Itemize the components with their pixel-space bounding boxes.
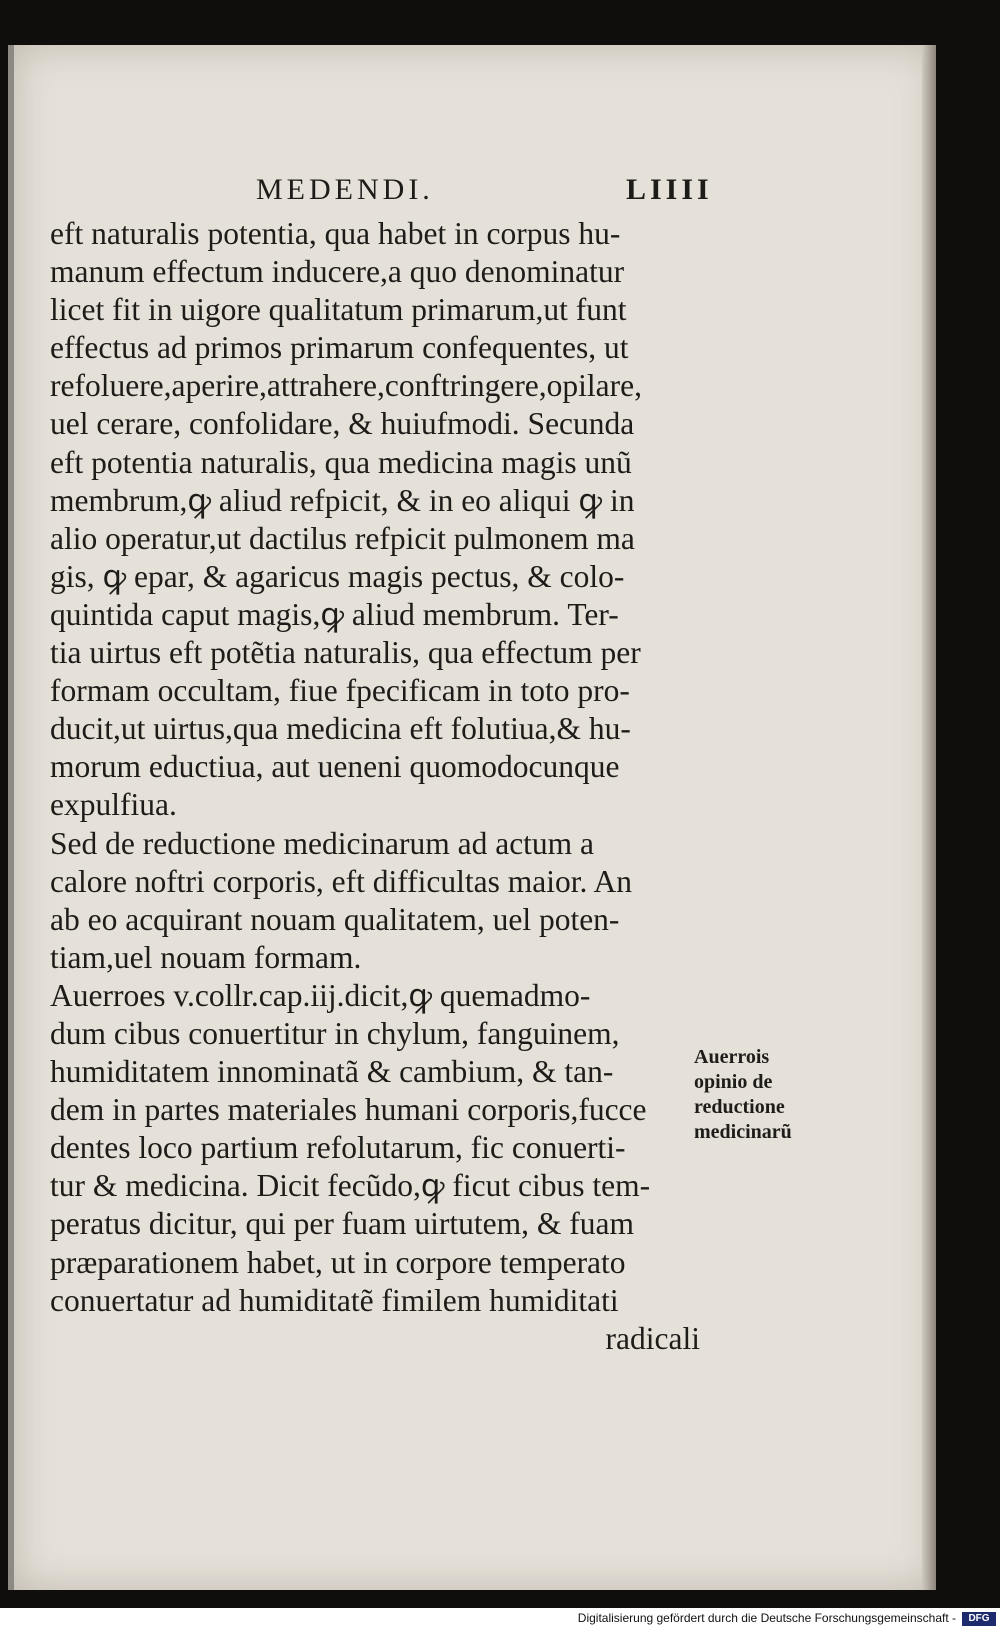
text-line: calore noftri corporis, eft difficultas maior. An <box>50 863 632 899</box>
text-line: humiditatem innominatã & cambium, & tan- <box>50 1054 614 1090</box>
margin-note-line: reductione <box>694 1096 785 1118</box>
text-line: morum eductiua, aut ueneni quomodocunque <box>50 749 620 785</box>
text-line: peratus dicitur, qui per fuam uirtutem, & fuam <box>50 1206 634 1242</box>
margin-note-line: medicinarũ <box>694 1121 792 1143</box>
book-page <box>8 45 936 1590</box>
text-line: Auerroes v.collr.cap.iij.dicit,ꝙ quemadmo- <box>50 977 591 1013</box>
text-line: præparationem habet, ut in corpore temperato <box>50 1244 626 1280</box>
text-line: eft naturalis potentia, qua habet in corpus hu- <box>50 216 621 251</box>
text-line: alio operatur,ut dactilus refpicit pulmonem ma <box>50 520 635 556</box>
page-edge <box>922 45 936 1590</box>
footer-bar <box>0 1610 1000 1630</box>
text-line: ab eo acquirant nouam qualitatem, uel poten- <box>50 901 620 937</box>
text-line: tur & medicina. Dicit fecũdo,ꝙ ficut cibus tem- <box>50 1168 651 1204</box>
text-line: tia uirtus eft potẽtia naturalis, qua effectum per <box>50 635 641 671</box>
text-line: licet fit in uigore qualitatum primarum,ut funt <box>50 292 627 328</box>
text-line: expulfiua. <box>50 787 177 823</box>
text-line: dem in partes materiales humani corporis,fucce <box>50 1092 647 1128</box>
text-line: eft potentia naturalis, qua medicina magis unũ <box>50 444 632 480</box>
catchword: radicali <box>605 1320 700 1356</box>
text-line: ducit,ut uirtus,qua medicina eft folutiua,& hu- <box>50 711 631 747</box>
body-text <box>50 215 700 1358</box>
margin-note-line: opinio de <box>694 1071 773 1093</box>
marginal-note <box>694 1045 834 1145</box>
text-line: Sed de reductione medicinarum ad actum a <box>50 825 595 861</box>
running-title: MEDENDI. <box>256 173 434 206</box>
text-line: tiam,uel nouam formam. <box>50 939 362 975</box>
text-line: gis, ꝙ epar, & agaricus magis pectus, & colo- <box>50 558 625 594</box>
text-line: dentes loco partium refolutarum, fic conuerti- <box>50 1130 626 1166</box>
text-line: conuertatur ad humiditatẽ fimilem humiditati <box>50 1282 619 1318</box>
text-line: quintida caput magis,ꝙ aliud membrum. Ter- <box>50 596 619 632</box>
text-line: membrum,ꝙ aliud refpicit, & in eo aliqui ꝙ in <box>50 482 635 518</box>
text-line: manum effectum inducere,a quo denominatur <box>50 254 625 290</box>
text-line: formam occultam, fiue fpecificam in toto pro- <box>50 673 630 709</box>
dfg-logo: DFG <box>962 1612 996 1626</box>
text-line: dum cibus conuertitur in chylum, fanguinem, <box>50 1015 620 1051</box>
folio-number: LIIII <box>626 173 713 206</box>
text-line: refoluere,aperire,attrahere,conftringere,opilare, <box>50 368 642 404</box>
text-line: uel cerare, confolidare, & huiufmodi. Secunda <box>50 406 635 442</box>
margin-note-line: Auerrois <box>694 1046 770 1068</box>
funding-notice: Digitalisierung gefördert durch die Deutsche Forschungsgemeinschaft - <box>577 1611 956 1625</box>
text-line: effectus ad primos primarum confequentes, ut <box>50 330 629 366</box>
